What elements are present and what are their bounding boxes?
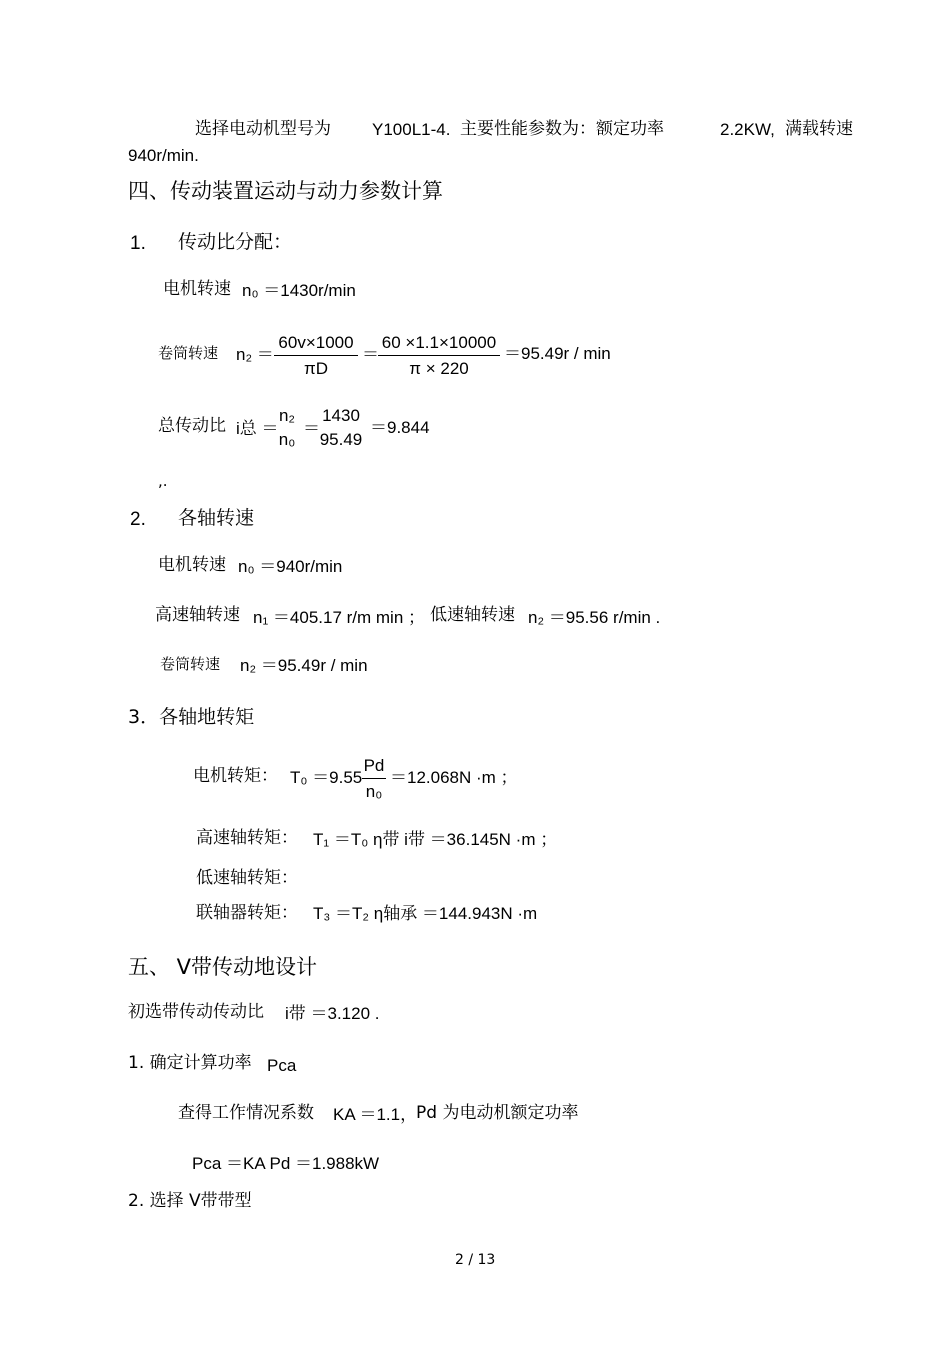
sub3-heading: 3．各轴地转矩 — [128, 706, 255, 728]
intro-text-b: 主要性能参数为：额定功率 — [460, 119, 664, 139]
motor-torque-num: Pd — [363, 756, 385, 775]
total-fraction-2-den: 95.49 — [319, 430, 363, 449]
motor-torque-fraction — [362, 757, 386, 800]
drum-speed-result: ＝95.49r / min — [504, 344, 611, 363]
motor-torque-label: 电机转矩： — [193, 766, 278, 786]
low-speed-torque-label: 低速轴转矩： — [196, 868, 298, 888]
fraction-bar — [274, 355, 358, 356]
total-fraction-1-num: n₂ — [278, 406, 296, 425]
initial-ratio-eq: i带 ＝3.120 . — [285, 1004, 380, 1023]
fraction-bar — [378, 355, 500, 356]
motor-model: Y100L1-4. — [372, 120, 451, 139]
section-4-heading: 四、传动装置运动与动力参数计算 — [128, 179, 443, 203]
step1-title: 1. 确定计算功率 — [128, 1053, 252, 1073]
sub1-heading: 传动比分配： — [178, 231, 293, 253]
section-5-heading: 五、 V带传动地设计 — [128, 955, 318, 979]
intro-text-c: 满载转速 — [785, 119, 853, 139]
coupling-torque-label: 联轴器转矩： — [196, 903, 298, 923]
sub2-number: 2. — [130, 509, 146, 530]
total-fraction-2-num: 1430 — [322, 406, 360, 425]
step1-symbol: Pca — [267, 1056, 297, 1075]
drum-fraction-1-den: πD — [303, 359, 328, 378]
intro-text-a: 选择电动机型号为 — [195, 119, 331, 139]
drum-fraction-1-num: 60v×1000 — [278, 333, 354, 352]
motor-torque-result: ＝12.068N ·m ； — [390, 768, 518, 787]
total-ratio-result: ＝9.844 — [370, 418, 430, 437]
total-ratio-fraction-2 — [318, 407, 364, 448]
motor-speed-2-label: 电机转速 — [158, 555, 226, 575]
low-speed-shaft-eq: n₂ ＝95.56 r/min . — [528, 608, 661, 627]
fraction-bar — [362, 778, 386, 779]
high-speed-shaft-eq: n₁ ＝405.17 r/m min ； — [253, 608, 426, 627]
high-speed-torque-label: 高速轴转矩： — [196, 828, 298, 848]
drum-fraction-2 — [378, 334, 500, 377]
high-speed-shaft-label: 高速轴转速 — [155, 605, 240, 625]
drum-speed-2-eq: n₂ ＝95.49r / min — [240, 656, 368, 675]
drum-speed-2-label: 卷筒转速 — [160, 655, 221, 673]
coupling-torque-eq: T₃ ＝T₂ η轴承 ＝144.943N ·m — [313, 904, 538, 923]
initial-ratio-label: 初选带传动传动比 — [128, 1002, 264, 1022]
motor-speed-2-eq: n₀ ＝940r/min — [238, 557, 343, 576]
total-ratio-i: i总 ＝ — [236, 419, 279, 438]
drum-fraction-1 — [274, 334, 358, 377]
sub1-number: 1. — [130, 233, 146, 254]
motor-speed-label: 电机转速 — [163, 279, 231, 299]
low-speed-shaft-label: 低速轴转速 — [430, 605, 515, 625]
ka-tail: Pd 为电动机额定功率 — [416, 1103, 579, 1123]
total-ratio-label: 总传动比 — [158, 416, 226, 436]
total-ratio-fraction-1 — [274, 407, 300, 448]
full-load-speed: 940r/min. — [128, 146, 199, 165]
step2-title: 2. 选择 V带带型 — [128, 1191, 252, 1211]
drum-fraction-2-den: π × 220 — [409, 359, 469, 378]
rated-power: 2.2KW, — [720, 120, 775, 139]
ka-eq: KA ＝1.1， — [333, 1105, 418, 1124]
drum-n2: n₂ ＝ — [236, 345, 274, 364]
total-ratio-eq: ＝ — [303, 419, 320, 438]
motor-speed-eq: n₀ ＝1430r/min — [242, 281, 356, 300]
total-fraction-1-den: n₀ — [278, 430, 296, 449]
motor-torque-pre: T₀ ＝9.55 — [290, 768, 363, 787]
sub2-heading: 各轴转速 — [178, 507, 255, 529]
page-number: 2 / 13 — [455, 1252, 496, 1268]
drum-fraction-2-num: 60 ×1.1×10000 — [381, 333, 497, 352]
high-speed-torque-eq: T₁ ＝T₀ η带 i带 ＝36.145N ·m ； — [313, 830, 558, 849]
drum-eq-mid: ＝ — [362, 345, 379, 364]
drum-speed-label: 卷筒转速 — [158, 344, 219, 362]
pca-eq: Pca ＝KA Pd ＝1.988kW — [192, 1154, 380, 1173]
motor-torque-den: n₀ — [365, 782, 383, 801]
ka-label: 查得工作情况系数 — [178, 1103, 314, 1123]
stray-mark: ,. — [158, 472, 168, 490]
